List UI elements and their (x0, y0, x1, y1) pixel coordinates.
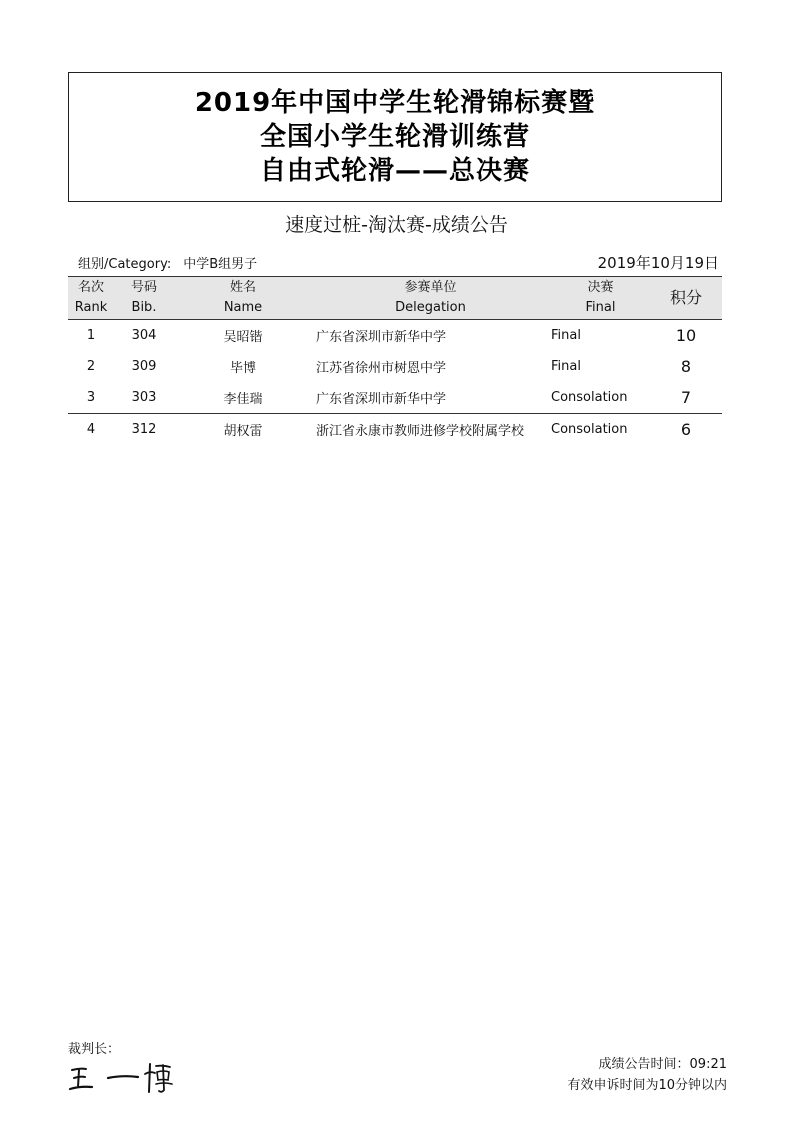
col-delegation-header (358, 277, 503, 319)
points-cell: 8 (680, 357, 692, 376)
col-bib-en: Bib. (131, 300, 157, 315)
col-bib-header (124, 277, 164, 319)
bib-cell: 304 (131, 328, 157, 343)
appeal-note: 有效申诉时间为10分钟以内 (567, 1078, 727, 1093)
delegation-cell: 广东省深圳市新华中学 (316, 330, 447, 345)
name-cell: 胡权雷 (223, 424, 263, 439)
footer-notes (567, 1054, 727, 1096)
name-cell: 李佳瑞 (223, 392, 263, 407)
final-cell: Consolation (551, 390, 628, 405)
points-cell: 10 (675, 326, 697, 345)
col-points-header (666, 277, 706, 319)
referee-label: 裁判长： (68, 1042, 121, 1057)
col-final-cn: 决赛 (587, 280, 614, 295)
table-row (68, 320, 722, 351)
date: 2019年10月19日 (597, 254, 719, 272)
rank-cell: 1 (86, 328, 96, 343)
col-final-header (563, 277, 638, 319)
points-cell: 7 (680, 388, 692, 407)
name-cell: 毕博 (229, 361, 256, 376)
col-rank-cn: 名次 (77, 280, 104, 295)
title-line-1: 2019年中国中学生轮滑锦标赛暨 (194, 88, 596, 118)
col-name-en: Name (223, 300, 263, 315)
table-row (68, 382, 722, 414)
category-label: 组别/Category: (78, 257, 172, 272)
rank-cell: 4 (86, 422, 96, 437)
col-rank-header (68, 277, 114, 319)
rank-cell: 3 (86, 390, 96, 405)
final-cell: Consolation (551, 422, 628, 437)
results-table (68, 276, 722, 445)
table-header (68, 276, 722, 320)
col-delegation-cn: 参赛单位 (404, 280, 457, 295)
col-name-cn: 姓名 (229, 280, 256, 295)
announce-time: 成绩公告时间：09:21 (598, 1057, 727, 1072)
col-bib-cn: 号码 (130, 280, 157, 295)
delegation-cell: 江苏省徐州市树恩中学 (316, 361, 447, 376)
col-final-en: Final (585, 300, 616, 315)
name-cell: 吴昭锴 (223, 330, 263, 345)
points-cell: 6 (680, 420, 692, 439)
col-name-header (208, 277, 278, 319)
final-cell: Final (551, 359, 581, 374)
referee-signature (66, 1056, 176, 1096)
title-box (68, 72, 722, 202)
category-row (78, 253, 257, 272)
title-line-2: 全国小学生轮滑训练营 (259, 122, 530, 152)
table-row (68, 414, 722, 445)
col-rank-en: Rank (74, 300, 108, 315)
title-line-3: 自由式轮滑——总决赛 (259, 156, 530, 186)
bib-cell: 303 (131, 390, 157, 405)
delegation-cell: 浙江省永康市教师进修学校附属学校 (316, 424, 525, 439)
bib-cell: 312 (131, 422, 157, 437)
bib-cell: 309 (131, 359, 157, 374)
rank-cell: 2 (86, 359, 96, 374)
delegation-cell: 广东省深圳市新华中学 (316, 392, 447, 407)
final-cell: Final (551, 328, 581, 343)
table-row (68, 351, 722, 382)
col-points-cn: 积分 (669, 288, 702, 307)
category-value: 中学B组男子 (183, 257, 258, 272)
col-delegation-en: Delegation (395, 300, 466, 315)
page-subtitle: 速度过桩-淘汰赛-成绩公告 (285, 214, 508, 236)
